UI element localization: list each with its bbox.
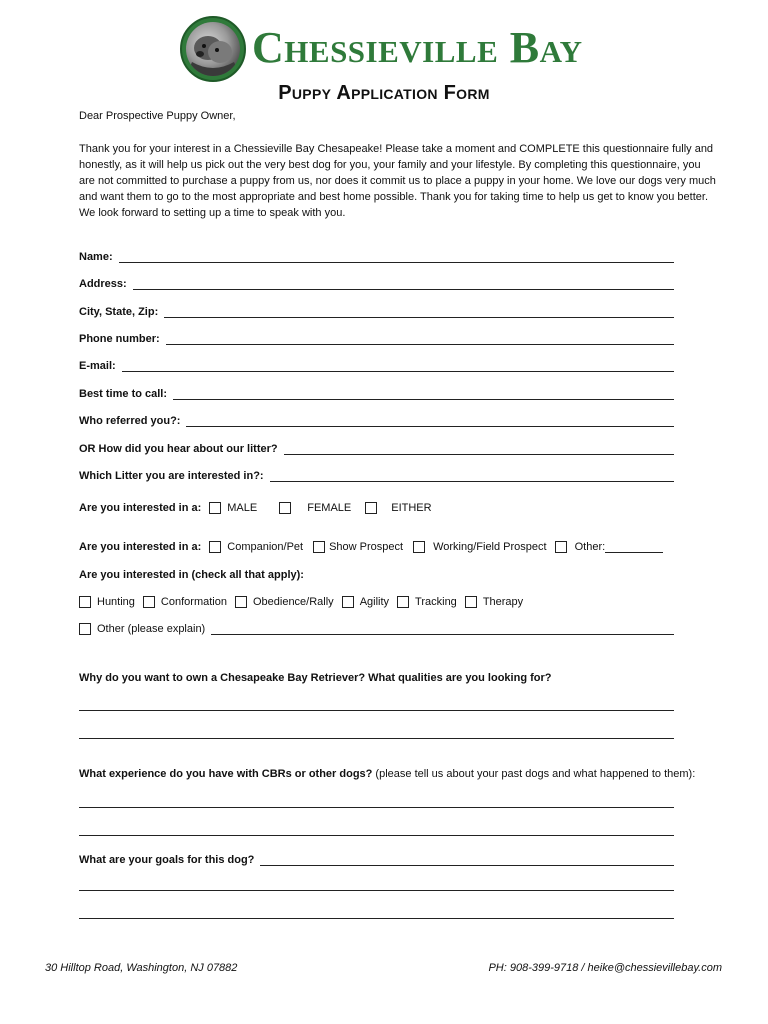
field-label: OR How did you hear about our litter?	[79, 443, 278, 455]
intro-paragraph: Thank you for your interest in a Chessieville Bay Chesapeake! Please take a moment and COMPLETE this questionnaire fully and honestly, as it will help us pick out the very best dog for you, your family and your lifestyle. By completing this questionnaire, you are not committed to purchase a puppy from us, nor does it commit us to place a puppy in your home. We love our dogs very much and want them to go to the most appropriate and best home possible. Thank you for taking time to help us get to know you better. We look forward to setting up a time to speak with you.	[79, 143, 716, 219]
conformation-checkbox[interactable]	[143, 596, 155, 608]
goals-question: What are your goals for this dog?	[79, 854, 255, 866]
working-field-checkbox[interactable]	[413, 541, 425, 553]
field-label: Phone number:	[79, 333, 160, 345]
goals-field[interactable]	[79, 850, 674, 866]
referral-input-line[interactable]	[186, 415, 674, 427]
companion-checkbox[interactable]	[209, 541, 221, 553]
option-label: Conformation	[160, 596, 227, 608]
litter-input-line[interactable]	[270, 470, 674, 482]
other-purpose-line[interactable]	[605, 542, 663, 553]
referral-field[interactable]	[79, 411, 674, 427]
experience-question-bold: What experience do you have with CBRs or other dogs?	[79, 768, 373, 780]
agility-checkbox[interactable]	[342, 596, 354, 608]
experience-answer-line-2[interactable]	[79, 835, 674, 836]
either-checkbox[interactable]	[365, 502, 377, 514]
option-label: MALE	[227, 502, 258, 514]
why-answer-line-1[interactable]	[79, 710, 674, 711]
other-purpose-checkbox[interactable]	[555, 541, 567, 553]
heard-about-input-line[interactable]	[284, 443, 674, 455]
hunting-checkbox[interactable]	[79, 596, 91, 608]
best-time-field[interactable]	[79, 384, 674, 400]
other-activity-checkbox[interactable]	[79, 623, 91, 635]
male-checkbox[interactable]	[209, 502, 221, 514]
field-label: E-mail:	[79, 360, 116, 372]
option-label: Companion/Pet	[227, 541, 304, 553]
option-label: Hunting	[97, 596, 135, 608]
goals-answer-line-2[interactable]	[79, 918, 674, 919]
city-input-line[interactable]	[164, 306, 674, 318]
gender-row	[79, 502, 444, 514]
heard-about-field[interactable]	[79, 439, 674, 455]
salutation: Dear Prospective Puppy Owner,	[79, 110, 236, 122]
brand-name: Chessieville Bay	[252, 23, 583, 72]
logo	[180, 16, 246, 82]
field-label: Address:	[79, 278, 127, 290]
name-field[interactable]	[79, 247, 674, 263]
experience-answer-line-1[interactable]	[79, 807, 674, 808]
field-label: Best time to call:	[79, 388, 168, 400]
option-label: Other:	[574, 541, 606, 553]
phone-field[interactable]	[79, 329, 674, 345]
option-label: Show Prospect	[329, 541, 404, 553]
purpose-row	[79, 541, 663, 553]
option-label: EITHER	[391, 502, 432, 514]
email-input-line[interactable]	[122, 360, 674, 372]
footer-address: 30 Hilltop Road, Washington, NJ 07882	[45, 962, 238, 974]
city-state-zip-field[interactable]	[79, 302, 674, 318]
goals-input-line[interactable]	[260, 854, 674, 866]
therapy-checkbox[interactable]	[465, 596, 477, 608]
purpose-label: Are you interested in a:	[79, 541, 202, 553]
experience-question	[79, 768, 695, 780]
other-activity-row	[79, 623, 674, 635]
phone-input-line[interactable]	[166, 333, 674, 345]
female-checkbox[interactable]	[279, 502, 291, 514]
field-label: Who referred you?:	[79, 415, 181, 427]
best-time-input-line[interactable]	[173, 388, 674, 400]
option-label: Agility	[359, 596, 390, 608]
field-label: Which Litter you are interested in?:	[79, 470, 264, 482]
field-label: Name:	[79, 251, 113, 263]
why-answer-line-2[interactable]	[79, 738, 674, 739]
form-title: Puppy Application Form	[278, 82, 490, 104]
footer-contact: PH: 908-399-9718 / heike@chessievillebay.com	[488, 962, 722, 974]
option-label: Therapy	[482, 596, 524, 608]
gender-label: Are you interested in a:	[79, 502, 202, 514]
litter-field[interactable]	[79, 466, 674, 482]
experience-question-detail: (please tell us about your past dogs and what happened to them):	[372, 768, 696, 780]
address-field[interactable]	[79, 274, 674, 290]
email-field[interactable]	[79, 356, 674, 372]
why-question: Why do you want to own a Chesapeake Bay Retriever? What qualities are you looking for?	[79, 672, 552, 684]
name-input-line[interactable]	[119, 251, 674, 263]
obedience-rally-checkbox[interactable]	[235, 596, 247, 608]
activities-label: Are you interested in (check all that apply):	[79, 569, 304, 581]
dog-portrait-icon	[186, 22, 240, 76]
header	[180, 16, 583, 84]
address-input-line[interactable]	[133, 278, 674, 290]
show-prospect-checkbox[interactable]	[313, 541, 325, 553]
other-activity-line[interactable]	[211, 623, 674, 635]
option-label: Tracking	[415, 596, 457, 608]
option-label: Obedience/Rally	[252, 596, 334, 608]
activities-row	[79, 596, 523, 608]
option-label: Working/Field Prospect	[433, 541, 547, 553]
goals-answer-line-1[interactable]	[79, 890, 674, 891]
tracking-checkbox[interactable]	[397, 596, 409, 608]
field-label: City, State, Zip:	[79, 306, 159, 318]
option-label: FEMALE	[307, 502, 352, 514]
other-activity-label: Other (please explain)	[97, 623, 206, 635]
